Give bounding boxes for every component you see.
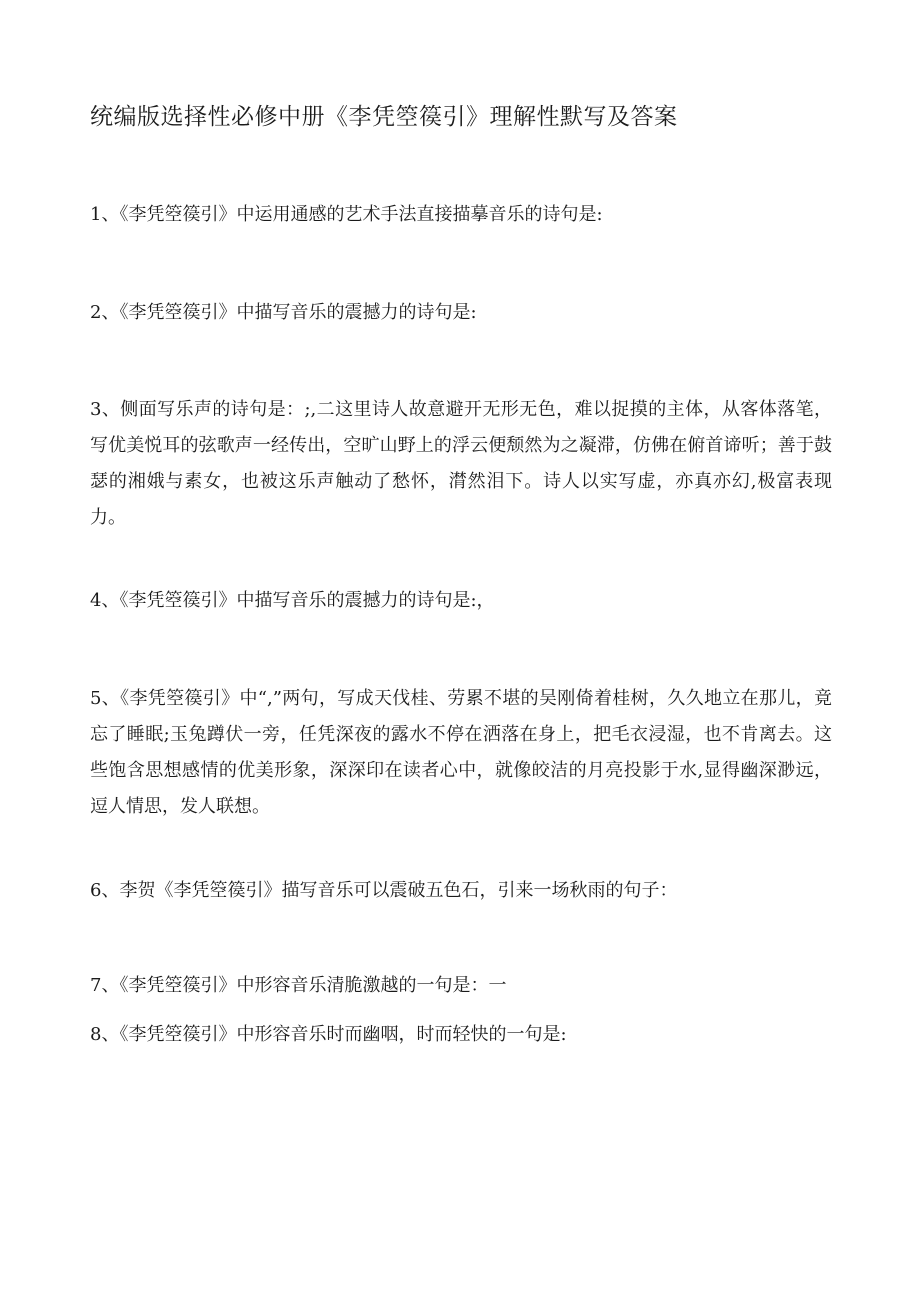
- document-title: 统编版选择性必修中册《李凭箜篌引》理解性默写及答案: [90, 104, 678, 130]
- question-7: 7、《李凭箜篌引》中形容音乐清脆激越的一句是：一: [90, 975, 507, 996]
- question-6: 6、李贺《李凭箜篌引》描写音乐可以震破五色石，引来一场秋雨的句子：: [90, 880, 678, 901]
- question-1: 1、《李凭箜篌引》中运用通感的艺术手法直接描摹音乐的诗句是:: [90, 204, 603, 225]
- question-3: 3、侧面写乐声的诗句是：;,二这里诗人故意避开无形无色，难以捉摸的主体，从客体落笔，写优美悦耳的弦歌声一经传出，空旷山野上的浮云便颓然为之凝滞，仿佛在俯首谛听；善于鼓瑟的湘娥与素女，也被这乐声触动了愁怀，潸然泪下。诗人以实写虚，亦真亦幻,极富表现力。: [90, 399, 832, 528]
- question-2: 2、《李凭箜篌引》中描写音乐的震撼力的诗句是:: [90, 302, 477, 323]
- question-8: 8、《李凭箜篌引》中形容音乐时而幽咽，时而轻快的一句是:: [90, 1024, 567, 1045]
- question-4: 4、《李凭箜篌引》中描写音乐的震撼力的诗句是:，: [90, 590, 495, 611]
- question-5: 5、《李凭箜篌引》中“,”两句，写成天伐桂、劳累不堪的吴刚倚着桂树，久久地立在那儿，竟忘了睡眠;玉兔蹲伏一旁，任凭深夜的露水不停在洒落在身上，把毛衣浸湿，也不肯离去。这些饱含思想感情的优美形象，深深印在读者心中，就像皎洁的月亮投影于水,显得幽深渺远，逗人情思，发人联想。: [90, 688, 832, 817]
